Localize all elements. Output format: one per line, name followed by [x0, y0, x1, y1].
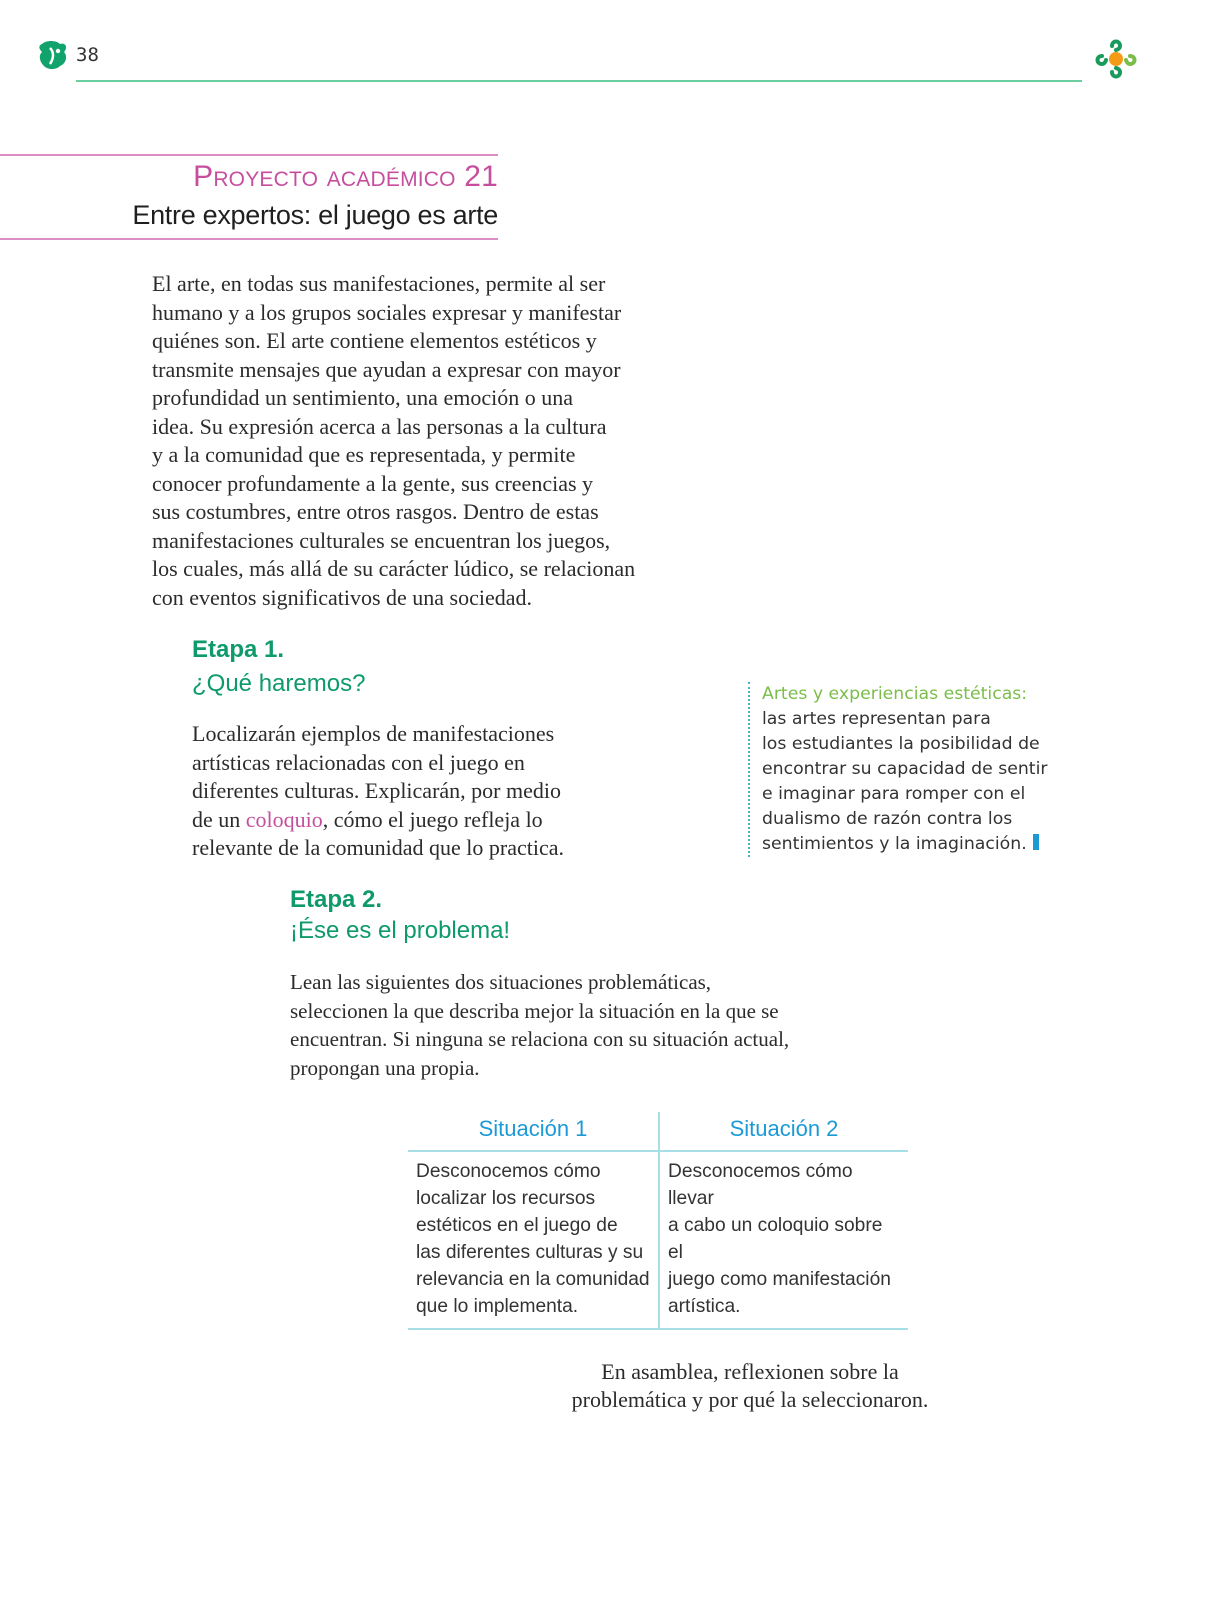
intro-line: manifestaciones culturales se encuentran los juegos, [152, 527, 611, 553]
stage2-line: encuentran. Si ninguna se relaciona con su situación actual, [290, 1027, 790, 1051]
stage2-line: Lean las siguientes dos situaciones problemáticas, [290, 970, 712, 994]
closing-line: En asamblea, reflexionen sobre la [601, 1359, 899, 1384]
flower-emblem-icon [1090, 34, 1142, 84]
intro-line: sus costumbres, entre otros rasgos. Dentro de estas [152, 499, 599, 524]
sidebar-note-line: las artes representan para [762, 709, 991, 729]
stage1-name: ¿Qué haremos? [192, 670, 366, 697]
intro-line: profundidad un sentimiento, una emoción o una [152, 385, 573, 410]
stage1-line-end: , cómo el juego refleja lo [322, 806, 543, 832]
intro-line: El arte, en todas sus manifestaciones, permite al ser [152, 271, 606, 296]
closing-line: problemática y por qué la seleccionaron. [571, 1387, 929, 1412]
intro-paragraph [152, 270, 662, 612]
situation-1-line: localizar los recursos [416, 1188, 596, 1209]
stage2-line: propongan una propia. [290, 1055, 480, 1080]
situation-2-text [660, 1150, 908, 1320]
stage2-paragraph [290, 968, 830, 1082]
page-number: 38 [76, 44, 99, 66]
situation-2-line: a cabo un coloquio sobre el [668, 1215, 883, 1263]
leaf-head-icon [36, 38, 70, 72]
situation-1-header: Situación 1 [478, 1116, 588, 1141]
stage1-line: relevante de la comunidad que lo practica. [192, 835, 564, 860]
intro-line: conocer profundamente a la gente, sus creencias y [152, 470, 594, 496]
situations-table [408, 1112, 908, 1330]
sidebar-note-line: dualismo de razón contra los [762, 809, 1013, 829]
situation-1-text [408, 1150, 658, 1320]
intro-line: los cuales, más allá de su carácter lúdico, se relacionan [152, 556, 636, 581]
intro-line: humano y a los grupos sociales expresar y manifestar [152, 299, 622, 325]
stage2-line: seleccionen la que describa mejor la situación en la que se [290, 998, 779, 1023]
intro-line: y a la comunidad que es representada, y permite [152, 442, 576, 467]
sidebar-note-line: encontrar su capacidad de sentir [762, 759, 1048, 779]
sidebar-note-last-line: sentimientos y la imaginación. [762, 834, 1027, 854]
closing-instruction [540, 1358, 960, 1414]
situation-1-line: las diferentes culturas y su [416, 1242, 644, 1263]
situation-2-line: Desconocemos cómo llevar [668, 1161, 853, 1209]
stage1-line: diferentes culturas. Explicarán, por medio [192, 778, 561, 803]
stage1-line [192, 806, 612, 835]
situation-1-line: que lo implementa. [416, 1296, 579, 1317]
situation-1-line: Desconocemos cómo [416, 1161, 601, 1182]
sidebar-note-line: e imaginar para romper con el [762, 784, 1026, 804]
project-label: Proyecto académico 21 [193, 160, 498, 193]
stage1-number: Etapa 1. [192, 636, 285, 663]
intro-line: idea. Su expresión acerca a las personas a la cultura [152, 413, 607, 439]
project-title: Entre expertos: el juego es arte [132, 200, 498, 230]
situation-2-line: artística. [668, 1296, 741, 1317]
stage1-line: artísticas relacionadas con el juego en [192, 749, 525, 775]
glossary-term-coloquio[interactable]: coloquio [245, 806, 323, 832]
intro-line: transmite mensajes que ayudan a expresar con mayor [152, 356, 621, 382]
header-rule [76, 80, 1082, 82]
sidebar-note [748, 682, 1082, 857]
stage1-paragraph [192, 720, 612, 863]
intro-line: quiénes son. El arte contiene elementos estéticos y [152, 328, 597, 353]
situation-2-header: Situación 2 [729, 1116, 839, 1141]
title-rule-top [0, 154, 498, 156]
situation-1-line: estéticos en el juego de [416, 1215, 618, 1236]
intro-line: con eventos significativos de una sociedad. [152, 584, 533, 610]
stage1-line-start: de un [192, 806, 246, 832]
stage1-line: Localizarán ejemplos de manifestaciones [192, 721, 555, 746]
situation-1-line: relevancia en la comunidad [416, 1269, 650, 1290]
sidebar-note-line [762, 832, 1082, 857]
situation-2-line: juego como manifestación [668, 1269, 891, 1290]
sidebar-note-line: los estudiantes la posibilidad de [762, 734, 1040, 754]
title-rule-bottom [0, 238, 498, 240]
stage2-number: Etapa 2. [290, 886, 383, 913]
stage2-name: ¡Ése es el problema! [290, 917, 511, 944]
situation-1-column [408, 1112, 658, 1320]
sidebar-note-title: Artes y experiencias estéticas: [762, 684, 1028, 704]
situation-2-column [660, 1112, 908, 1320]
end-mark-icon [1033, 834, 1039, 850]
